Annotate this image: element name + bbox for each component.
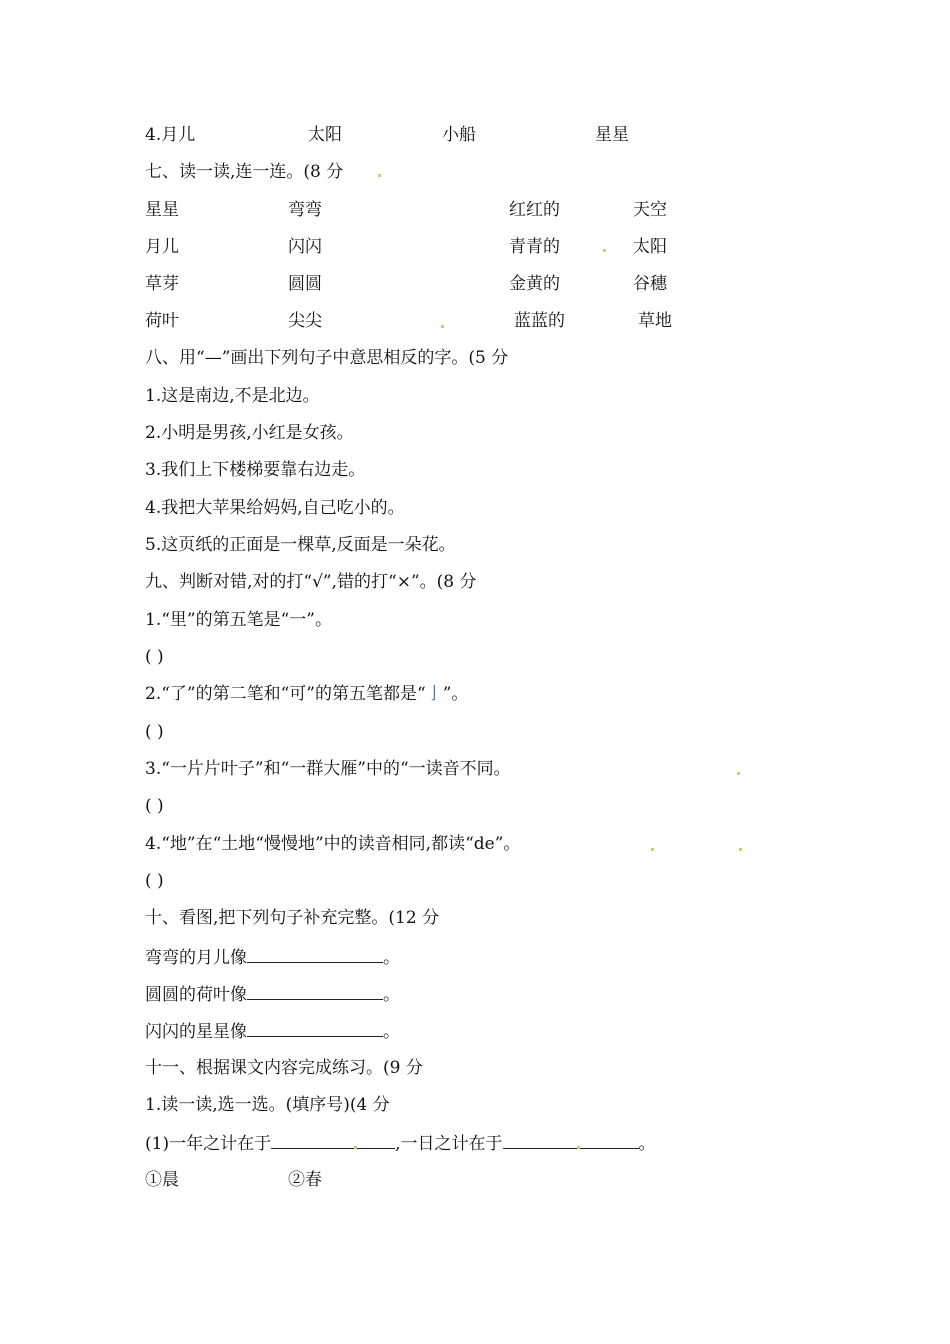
judge-question-1: 1.“里”的第五笔是“一”。 <box>145 610 332 630</box>
answer-blank[interactable] <box>247 981 383 1000</box>
match-right-adj: 蓝蓝的 <box>514 311 565 331</box>
scan-speck <box>354 1146 357 1149</box>
fill-sentence-1 <box>145 944 400 970</box>
section-8-title: 八、用“—”画出下列句子中意思相反的字。(5 分 <box>145 348 509 368</box>
sentence-item: 4.我把大苹果给妈妈,自己吃小的。 <box>145 498 405 518</box>
sentence-end-mark: 。 <box>383 985 400 1005</box>
match-left-adj: 圆圆 <box>288 274 322 294</box>
sentence-end-mark: 。 <box>383 948 400 968</box>
section-7-title: 七、读一读,连一连。(8 分 <box>145 162 344 182</box>
fill-sentence-2-text: 圆圆的荷叶像 <box>145 985 247 1005</box>
match-left-noun: 星星 <box>145 200 179 220</box>
match-left-noun: 月儿 <box>145 237 179 257</box>
sentence-end-mark: 。 <box>638 1134 656 1154</box>
scan-speck <box>378 174 381 177</box>
fill-question-1-text: (1)一年之计在于 <box>145 1134 272 1154</box>
sentence-end-mark: 。 <box>383 1022 400 1042</box>
row4-word-2: 太阳 <box>308 125 342 145</box>
fill-question-1-mid: ,一日之计在于 <box>395 1134 503 1154</box>
match-right-noun: 天空 <box>633 200 667 220</box>
match-left-adj: 闪闪 <box>288 237 322 257</box>
match-left-noun: 荷叶 <box>145 311 179 331</box>
subsection-1-title: 1.读一读,选一选。(填序号)(4 分 <box>145 1095 390 1115</box>
fill-question-1 <box>145 1130 656 1156</box>
scan-speck <box>739 848 742 851</box>
fill-sentence-2 <box>145 981 400 1007</box>
match-right-noun: 谷穗 <box>633 274 667 294</box>
answer-blank[interactable] <box>271 1130 395 1149</box>
fill-sentence-3-text: 闪闪的星星像 <box>145 1022 247 1042</box>
row4-label: 4.月儿 <box>145 125 196 145</box>
scan-speck <box>603 249 606 252</box>
option-1: ①晨 <box>145 1170 179 1190</box>
section-11-title: 十一、根据课文内容完成练习。(9 分 <box>145 1058 423 1078</box>
answer-parentheses[interactable]: ( ) <box>145 647 164 667</box>
match-right-adj: 红红的 <box>509 200 560 220</box>
row4-word-4: 星星 <box>595 125 629 145</box>
match-right-adj: 青青的 <box>509 237 560 257</box>
section-9-title: 九、判断对错,对的打“√”,错的打“×”。(8 分 <box>145 572 477 592</box>
scan-speck <box>577 1146 580 1149</box>
judge-question-3: 3.“一片片叶子”和“一群大雁”中的“一读音不同。 <box>145 759 511 779</box>
sentence-item: 3.我们上下楼梯要靠右边走。 <box>145 460 366 480</box>
row4-word-3: 小船 <box>442 125 476 145</box>
match-right-noun: 太阳 <box>633 237 667 257</box>
answer-blank[interactable] <box>247 1018 383 1037</box>
vertical-hook-stroke-icon: 亅 <box>425 684 443 704</box>
judge-question-2-end: ”。 <box>442 684 469 704</box>
judge-question-2 <box>145 682 468 706</box>
scan-speck <box>441 325 444 328</box>
judge-question-4: 4.“地”在“土地“慢慢地”中的读音相同,都读“de”。 <box>145 834 521 854</box>
sentence-item: 2.小明是男孩,小红是女孩。 <box>145 423 354 443</box>
sentence-item: 1.这是南边,不是北边。 <box>145 386 320 406</box>
sentence-item: 5.这页纸的正面是一棵草,反面是一朵花。 <box>145 535 456 555</box>
section-10-title: 十、看图,把下列句子补充完整。(12 分 <box>145 908 440 928</box>
match-left-noun: 草芽 <box>145 274 179 294</box>
judge-question-2-text: 2.“了”的第二笔和“可”的第五笔都是“ <box>145 684 426 704</box>
answer-parentheses[interactable]: ( ) <box>145 871 164 891</box>
answer-parentheses[interactable]: ( ) <box>145 796 164 816</box>
answer-blank[interactable] <box>247 944 383 963</box>
answer-blank[interactable] <box>503 1130 639 1149</box>
match-left-adj: 尖尖 <box>288 311 322 331</box>
fill-sentence-3 <box>145 1018 400 1044</box>
match-right-noun: 草地 <box>638 311 672 331</box>
fill-sentence-1-text: 弯弯的月儿像 <box>145 948 247 968</box>
match-left-adj: 弯弯 <box>288 200 322 220</box>
answer-parentheses[interactable]: ( ) <box>145 722 164 742</box>
option-2: ②春 <box>288 1170 322 1190</box>
scan-speck <box>737 772 740 775</box>
match-right-adj: 金黄的 <box>509 274 560 294</box>
scan-speck <box>651 848 654 851</box>
